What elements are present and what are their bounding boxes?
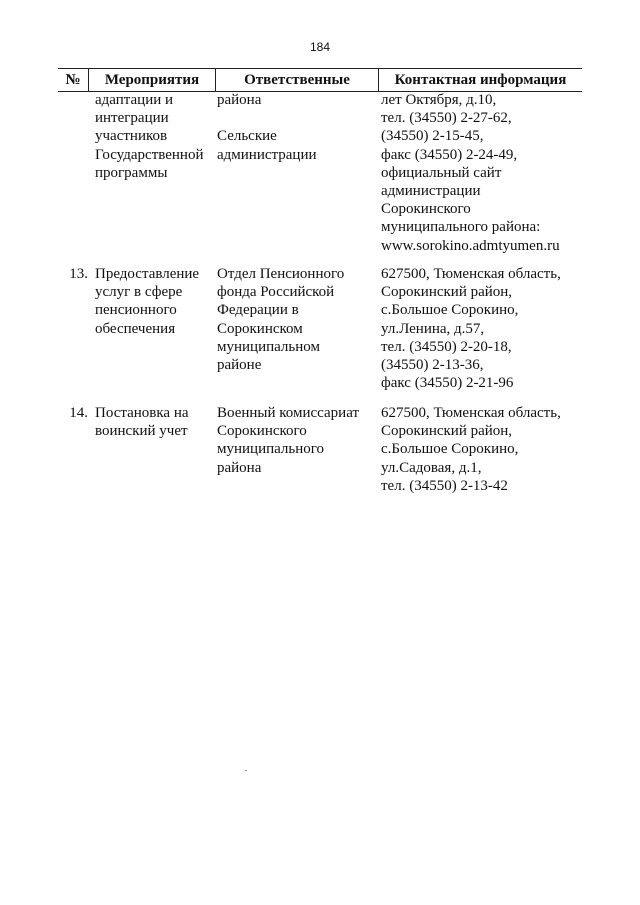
scan-speck bbox=[245, 770, 247, 771]
contact-line: Сорокинский район, bbox=[381, 423, 513, 440]
responsible-line: Сельские bbox=[217, 128, 277, 145]
contact-line: муниципального района: bbox=[381, 219, 541, 236]
event-line: обеспечения bbox=[95, 320, 176, 337]
contact-line: факс (34550) 2-21-96 bbox=[381, 375, 514, 392]
contact-line: Сорокинский район, bbox=[381, 284, 513, 301]
event-line: Государственной bbox=[95, 146, 204, 163]
responsible-line: Сорокинском bbox=[217, 320, 303, 337]
contact-line: 627500, Тюменская область, bbox=[381, 405, 561, 421]
contact-line: тел. (34550) 2-13-42 bbox=[381, 477, 508, 494]
contact-line: с.Большое Сорокино, bbox=[381, 302, 519, 319]
contact-line: официальный сайт bbox=[381, 164, 502, 181]
responsible-line: района bbox=[217, 459, 262, 476]
page-number: 184 bbox=[309, 40, 331, 54]
contact-line: тел. (34550) 2-20-18, bbox=[381, 338, 512, 355]
event-line: Постановка на bbox=[95, 405, 189, 421]
responsible-line: фонда Российской bbox=[217, 284, 335, 301]
event-line: интеграции bbox=[95, 110, 169, 127]
responsible-line: Сорокинского bbox=[217, 423, 307, 440]
responsible-line: Отдел Пенсионного bbox=[217, 266, 345, 282]
row-number: 13. bbox=[69, 266, 88, 282]
event-line: услуг в сфере bbox=[95, 284, 183, 301]
row-number: 14. bbox=[69, 405, 88, 421]
header-contact: Контактная информация bbox=[394, 72, 567, 88]
event-line: воинский учет bbox=[95, 423, 188, 440]
row-event bbox=[95, 265, 215, 338]
responsible-line: Военный комиссариат bbox=[217, 405, 360, 421]
event-line: программы bbox=[95, 164, 168, 181]
header-responsible: Ответственные bbox=[244, 72, 350, 88]
row-contact bbox=[381, 91, 581, 255]
contact-line: (34550) 2-13-36, bbox=[381, 357, 484, 374]
contact-line: ул.Садовая, д.1, bbox=[381, 459, 482, 476]
contact-line: с.Большое Сорокино, bbox=[381, 441, 519, 458]
event-line: пенсионного bbox=[95, 302, 177, 319]
row-responsible bbox=[217, 265, 379, 374]
contact-line: факс (34550) 2-24-49, bbox=[381, 146, 518, 163]
contact-line: Сорокинского bbox=[381, 201, 471, 218]
event-line: Предоставление bbox=[95, 266, 200, 282]
row-contact bbox=[381, 265, 581, 392]
responsible-line: муниципальном bbox=[217, 338, 320, 355]
event-line: участников bbox=[95, 128, 168, 145]
responsible-line: муниципального bbox=[217, 441, 325, 458]
row-event bbox=[95, 404, 215, 440]
header-events: Мероприятия bbox=[104, 72, 200, 88]
row-event bbox=[95, 91, 215, 182]
contact-line: администрации bbox=[381, 183, 481, 200]
website-link[interactable]: www.sorokino.admtyumen.ru bbox=[381, 237, 560, 254]
row-responsible bbox=[217, 404, 379, 477]
responsible-line: района bbox=[217, 92, 262, 108]
event-line: адаптации и bbox=[95, 92, 174, 108]
header-number: № bbox=[65, 72, 81, 88]
contact-line: (34550) 2-15-45, bbox=[381, 128, 484, 145]
contact-line: ул.Ленина, д.57, bbox=[381, 320, 485, 337]
contact-line: тел. (34550) 2-27-62, bbox=[381, 110, 512, 127]
contact-line: 627500, Тюменская область, bbox=[381, 266, 561, 282]
responsible-line: районе bbox=[217, 357, 262, 374]
table-header bbox=[58, 68, 582, 92]
responsible-line: Федерации в bbox=[217, 302, 299, 319]
responsible-line bbox=[217, 109, 379, 127]
responsible-line: администрации bbox=[217, 146, 317, 163]
row-contact bbox=[381, 404, 581, 495]
row-responsible bbox=[217, 91, 379, 164]
contact-line: лет Октября, д.10, bbox=[381, 92, 497, 108]
